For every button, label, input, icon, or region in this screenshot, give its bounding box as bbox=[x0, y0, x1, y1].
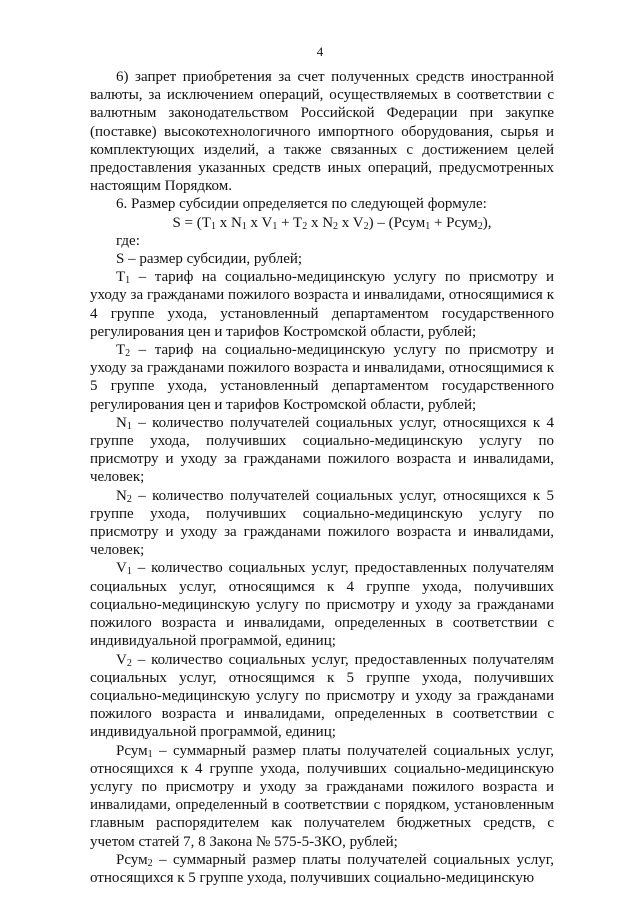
paragraph-section-6: 6. Размер субсидии определяется по следующей формуле: bbox=[116, 196, 487, 213]
paragraph-item-6: 6) запрет приобретения за счет полученных средств иностранной валюты, за исключением операций, осуществляемых в соответствии с валютным законодательством Российской Федерации при закупке (поставке) высокотехнологичного импортного оборудования, сырья и комплектующих изделий, а также связанных с достижением целей предоставления указанных средств иных операций, предусмотренных настоящим Порядком. bbox=[90, 69, 554, 195]
definition-p2: Pсум$_2$ – суммарный размер платы получателей социальных услуг, относящихся к 5 группе ухода, получивших социально-медицинскую bbox=[90, 851, 554, 886]
definition-s: S – размер субсидии, рублей; bbox=[116, 251, 303, 268]
definition-n1: $N_1$ – количество получателей социальных услуг, относящихся к 4 группе ухода, получивших социально-медицинскую услугу по присмотру и уходу за гражданами пожилого возраста и инвалидами, человек; bbox=[90, 414, 554, 486]
where-label: где: bbox=[116, 232, 140, 249]
page-number: 4 bbox=[316, 44, 324, 59]
document-body bbox=[90, 68, 554, 887]
definition-t1: $T_1$ – тариф на социально-медицинскую услугу по присмотру и уходу за гражданами пожилого возраста и инвалидами, относящимися к 4 группе ухода, установленный департаментом государственного регулирования цен и тарифов Костромской области, рублей; bbox=[90, 269, 554, 340]
definition-v1: $V_1$ – количество социальных услуг, предоставленных получателям социальных услуг, относящимся к 4 группе ухода, получивших социально-медицинскую услугу по присмотру и уходу за гражданами пожилого возраста и инвалидами, определенных в соответствии с индивидуальной программой, единиц; bbox=[90, 560, 554, 650]
subsidy-formula: $S = (T_1$ x $N_1$ x $V_1 + T_2$ x $N_2$ x $V_2$) – (Pсум$_1$ + Pсум$_2$), bbox=[172, 214, 492, 232]
definition-p1: Pсум$_1$ – суммарный размер платы получателей социальных услуг, относящихся к 4 группе ухода, получивших социально-медицинскую услугу по присмотру и уходу за гражданами пожилого возраста и инвалидами, определенный в соответствии с порядком, установленным главным распорядителем как получателем бюджетных средств, с учетом статей 7, 8 Закона № 575-5-ЗКО, рублей; bbox=[90, 742, 554, 850]
definition-t2: $T_2$ – тариф на социально-медицинскую услугу по присмотру и уходу за гражданами пожилого возраста и инвалидами, относящимися к 5 группе ухода, установленный департаментом государственного регулирования цен и тарифов Костромской области, рублей; bbox=[90, 342, 554, 413]
definition-v2: $V_2$ – количество социальных услуг, предоставленных получателям социальных услуг, относящимся к 5 группе ухода, получивших социально-медицинскую услугу по присмотру и уходу за гражданами пожилого возраста и инвалидами, определенных в соответствии с индивидуальной программой, единиц; bbox=[90, 651, 554, 741]
definition-n2: $N_2$ – количество получателей социальных услуг, относящихся к 5 группе ухода, получивших социально-медицинскую услугу по присмотру и уходу за гражданами пожилого возраста и инвалидами, человек; bbox=[90, 487, 554, 559]
